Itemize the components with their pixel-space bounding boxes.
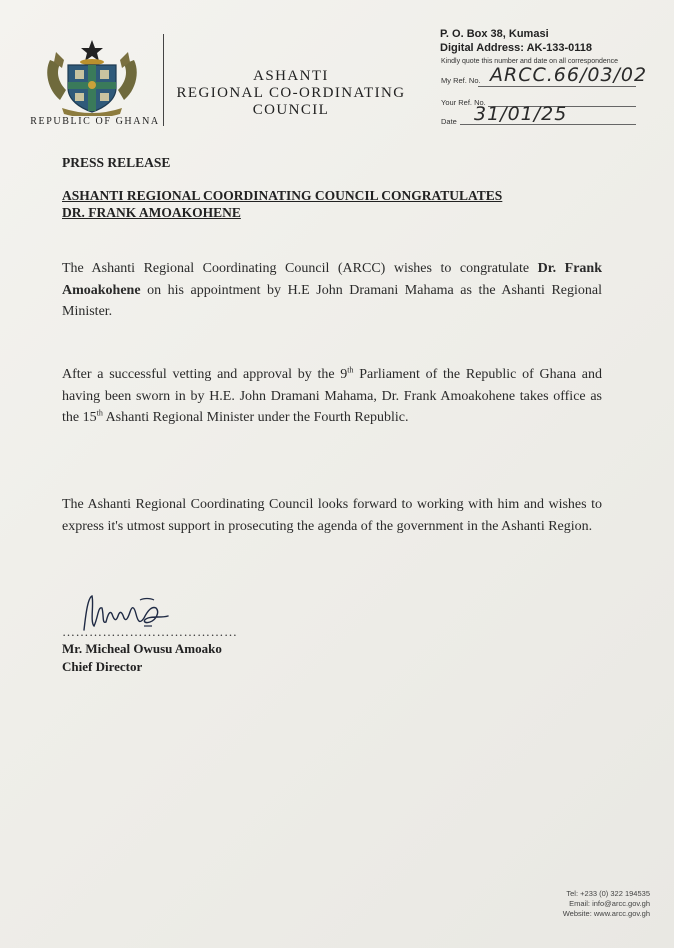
- my-ref-value: ARCC.66/03/02: [490, 64, 648, 86]
- paragraph-1: [62, 258, 602, 323]
- header-divider: [163, 34, 164, 126]
- paragraph-1-text-a: The Ashanti Regional Coordinating Council (ARCC) wishes to congratulate: [62, 261, 538, 276]
- date-value: 31/01/25: [474, 103, 568, 125]
- title-line-1: ASHANTI REGIONAL COORDINATING COUNCIL CONGRATULATES: [62, 188, 503, 203]
- address-block: [440, 27, 592, 55]
- paragraph-2-text-c: Ashanti Regional Minister under the Fourth Republic.: [102, 410, 409, 425]
- paragraph-2-text-a: After a successful vetting and approval by the 9: [62, 367, 348, 382]
- digital-address: Digital Address: AK-133-0118: [440, 42, 593, 54]
- your-ref-label: Your Ref. No.: [441, 98, 486, 107]
- po-box: P. O. Box 38, Kumasi: [440, 28, 549, 40]
- signer-title: Chief Director: [62, 659, 143, 674]
- paragraph-1-text-c: on his appointment by H.E John Dramani Mahama as the Ashanti Regional Minister.: [62, 282, 602, 319]
- paragraph-2-sup-1: th: [347, 365, 354, 375]
- council-name-line-1: ASHANTI: [253, 68, 329, 84]
- title-line-2: DR. FRANK AMOAKOHENE: [62, 205, 241, 220]
- paragraph-3: The Ashanti Regional Coordinating Council looks forward to working with him and wishes to express it's utmost support in prosecuting the agenda of the government in the Ashanti Region.: [62, 497, 602, 534]
- council-name-line-2: REGIONAL CO-ORDINATING: [176, 85, 406, 101]
- republic-of-ghana-text: REPUBLIC OF GHANA: [30, 116, 160, 127]
- footer-tel: Tel: +233 (0) 322 194535: [566, 889, 650, 898]
- footer-email: Email: info@arcc.gov.gh: [569, 899, 650, 908]
- paragraph-1-name: Dr. Frank Amoakohene: [62, 261, 602, 298]
- my-ref-label: My Ref. No.: [441, 76, 481, 85]
- council-name-line-3: COUNCIL: [252, 102, 330, 118]
- signature-line: …………………………………: [62, 624, 238, 639]
- paragraph-2-sup-2: th: [96, 408, 103, 418]
- quote-note: Kindly quote this number and date on all correspondence: [441, 58, 619, 65]
- footer-website: Website: www.arcc.gov.gh: [562, 909, 650, 918]
- ghana-coat-of-arms-icon: [42, 38, 142, 116]
- press-release-title: [62, 187, 502, 221]
- paragraph-2: [62, 364, 602, 429]
- paragraph-2-text-b: Parliament of the Republic of Ghana and having been sworn in by H.E. John Dramani Mahama, Dr. Frank Amoakohene takes office as the 15: [62, 367, 602, 425]
- press-release-label: PRESS RELEASE: [62, 155, 171, 170]
- my-ref-line: [478, 86, 636, 87]
- signer-name: Mr. Micheal Owusu Amoako: [62, 641, 222, 656]
- contact-footer: [500, 889, 650, 919]
- date-label: Date: [441, 117, 457, 126]
- council-name: [170, 68, 412, 119]
